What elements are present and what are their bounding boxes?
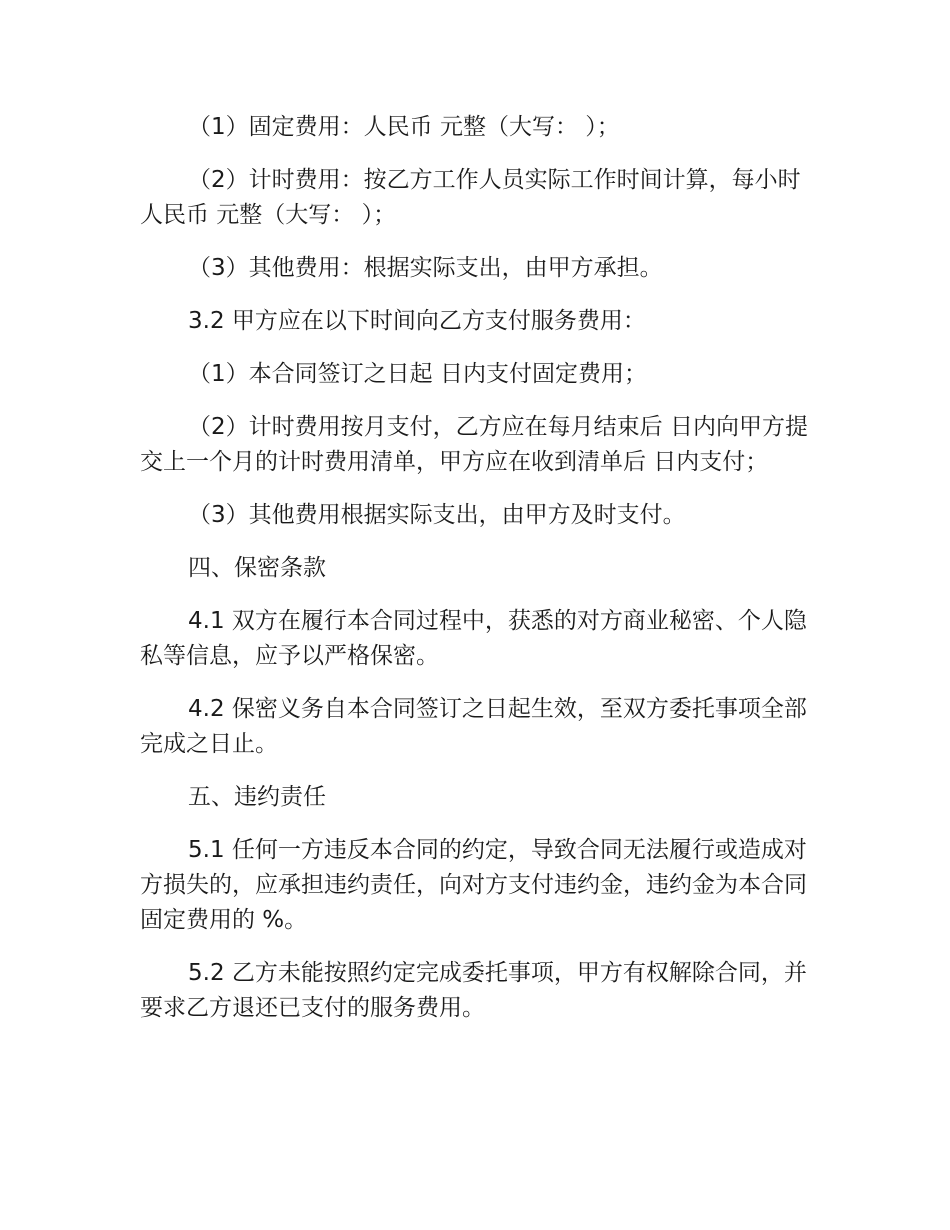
fee-fixed-item: （1）固定费用：人民币 元整（大写： ）；: [188, 114, 620, 140]
payment-fixed-item: （1）本合同签订之日起 日内支付固定费用；: [188, 361, 647, 387]
payment-other-item: （3）其他费用根据实际支出，由甲方及时支付。: [188, 502, 686, 528]
fee-hourly-item: （2）计时费用：按乙方工作人员实际工作时间计算，每小时人民币 元整（大写： ）；: [140, 167, 801, 228]
payment-hourly-item: （2）计时费用按月支付，乙方应在每月结束后 日内向甲方提交上一个月的计时费用清单，甲方应在收到清单后 日内支付；: [140, 414, 808, 475]
clause-4-2: 4.2 保密义务自本合同签订之日起生效，至双方委托事项全部完成之日止。: [140, 696, 807, 757]
clause-5-2: 5.2 乙方未能按照约定完成委托事项，甲方有权解除合同，并要求乙方退还已支付的服务费用。: [140, 960, 807, 1021]
section-heading-confidentiality: 四、保密条款: [188, 555, 326, 581]
clause-5-1: 5.1 任何一方违反本合同的约定，导致合同无法履行或造成对方损失的，应承担违约责任，向对方支付违约金，违约金为本合同固定费用的 %。: [140, 837, 807, 933]
fee-other-item: （3）其他费用：根据实际支出，由甲方承担。: [188, 255, 663, 281]
clause-3-2: 3.2 甲方应在以下时间向乙方支付服务费用：: [188, 308, 646, 334]
document-body: [140, 110, 812, 1044]
clause-4-1: 4.1 双方在履行本合同过程中，获悉的对方商业秘密、个人隐私等信息，应予以严格保密。: [140, 608, 807, 669]
section-heading-liability: 五、违约责任: [188, 784, 326, 810]
